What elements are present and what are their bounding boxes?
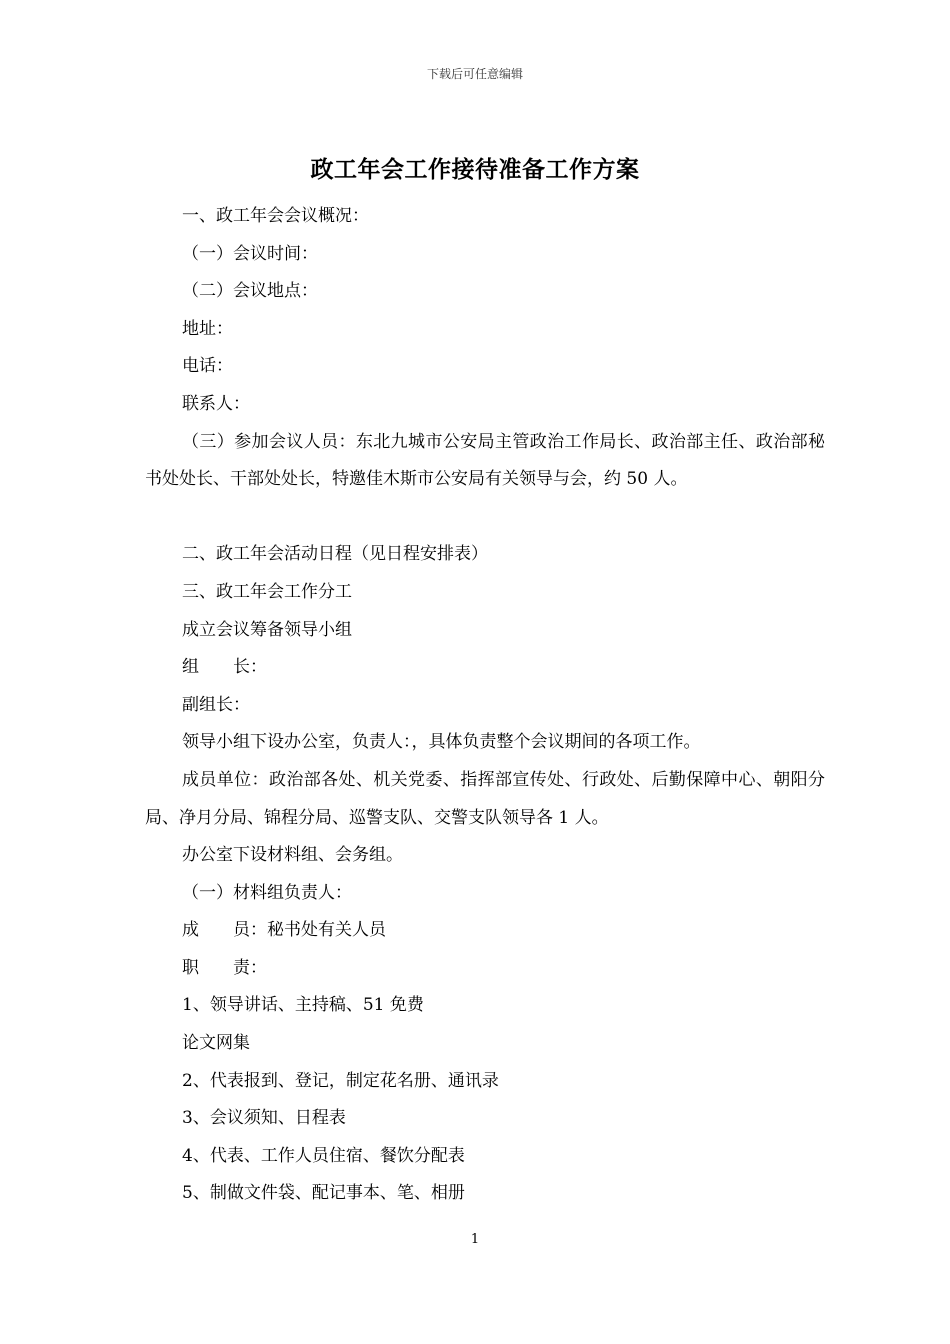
section-heading: 一、政工年会会议概况： xyxy=(182,206,369,226)
list-item: 4、代表、工作人员住宿、餐饮分配表 xyxy=(182,1145,465,1166)
paragraph: （三）参加会议人员：东北九城市公安局主管政治工作局长、政治部主任、政治部秘书处处长、干部处处长，特邀佳木斯市公安局有关领导与会，约 50 人。 xyxy=(145,431,825,490)
page-number: 1 xyxy=(470,1232,480,1247)
document-body xyxy=(145,198,825,1213)
list-item: 论文网集 xyxy=(182,1033,250,1054)
paragraph: （一）材料组负责人： xyxy=(182,882,352,903)
paragraph: 办公室下设材料组、会务组。 xyxy=(182,845,403,866)
page-header: 下载后可任意编辑 xyxy=(426,67,523,81)
list-item: 2、代表报到、登记，制定花名册、通讯录 xyxy=(182,1070,499,1091)
paragraph: 联系人： xyxy=(182,393,250,414)
paragraph: 地址： xyxy=(182,318,233,339)
document-title: 政工年会工作接待准备工作方案 xyxy=(310,156,640,183)
list-item: 5、制做文件袋、配记事本、笔、相册 xyxy=(182,1183,465,1204)
list-item: 3、会议须知、日程表 xyxy=(182,1108,346,1129)
paragraph: 职 责： xyxy=(182,957,267,978)
paragraph: （二）会议地点： xyxy=(182,281,318,302)
list-item: 1、领导讲话、主持稿、51 免费 xyxy=(182,995,424,1016)
paragraph: 组 长： xyxy=(182,657,267,678)
blank-line xyxy=(145,499,825,537)
paragraph: （一）会议时间： xyxy=(182,243,318,264)
paragraph: 领导小组下设办公室，负责人：，具体负责整个会议期间的各项工作。 xyxy=(182,732,701,753)
section-heading: 三、政工年会工作分工 xyxy=(182,581,352,602)
paragraph: 副组长： xyxy=(182,694,250,715)
paragraph: 成 员：秘书处有关人员 xyxy=(182,920,386,941)
paragraph: 成立会议筹备领导小组 xyxy=(182,619,352,640)
section-heading: 二、政工年会活动日程（见日程安排表） xyxy=(182,544,488,565)
paragraph: 电话： xyxy=(182,356,233,377)
paragraph: 成员单位：政治部各处、机关党委、指挥部宣传处、行政处、后勤保障中心、朝阳分局、净月分局、锦程分局、巡警支队、交警支队领导各 1 人。 xyxy=(145,769,825,828)
